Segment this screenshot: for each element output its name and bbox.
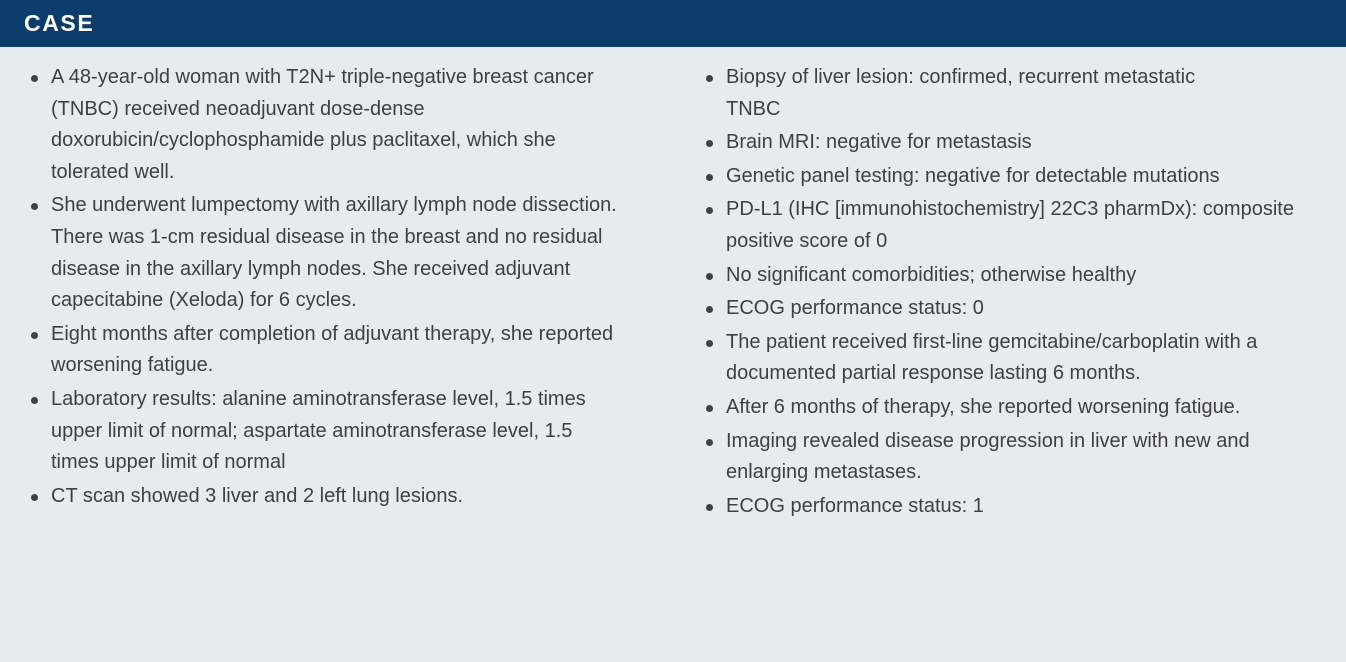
left-bullet-list (28, 62, 650, 512)
list-item: She underwent lumpectomy with axillary lymph node dissection. There was 1-cm residual disease in the breast and no residual disease in the axillary lymph nodes. She received adjuvant capecitabine (Xeloda) for 6 cycles. (28, 190, 650, 316)
list-item: Eight months after completion of adjuvant therapy, she reported worsening fatigue. (28, 319, 650, 382)
left-column (0, 62, 660, 524)
header-title: CASE (24, 10, 95, 36)
list-item: Genetic panel testing: negative for detectable mutations (703, 161, 1266, 193)
list-item: No significant comorbidities; otherwise healthy (703, 260, 1336, 292)
list-item: Imaging revealed disease progression in liver with new and enlarging metastases. (703, 426, 1336, 489)
list-item: A 48-year-old woman with T2N+ triple-negative breast cancer (TNBC) received neoadjuvant dose-dense doxorubicin/cyclophosphamide plus paclitaxel, which she tolerated well. (28, 62, 611, 188)
list-item: Laboratory results: alanine aminotransferase level, 1.5 times upper limit of normal; aspartate aminotransferase level, 1.5 times upper limit of normal (28, 384, 611, 479)
case-header (0, 0, 1346, 47)
list-item: The patient received first-line gemcitabine/carboplatin with a documented partial response lasting 6 months. (703, 327, 1336, 390)
list-item: ECOG performance status: 0 (703, 293, 1336, 325)
list-item: Brain MRI: negative for metastasis (703, 127, 1336, 159)
case-content (0, 47, 1346, 524)
list-item: ECOG performance status: 1 (703, 491, 1336, 523)
list-item: CT scan showed 3 liver and 2 left lung lesions. (28, 481, 650, 513)
list-item: Biopsy of liver lesion: confirmed, recurrent metastatic TNBC (703, 62, 1226, 125)
list-item: PD-L1 (IHC [immunohistochemistry] 22C3 pharmDx): composite positive score of 0 (703, 194, 1336, 257)
list-item: After 6 months of therapy, she reported worsening fatigue. (703, 392, 1306, 424)
right-bullet-list (703, 62, 1336, 522)
right-column (660, 62, 1346, 524)
